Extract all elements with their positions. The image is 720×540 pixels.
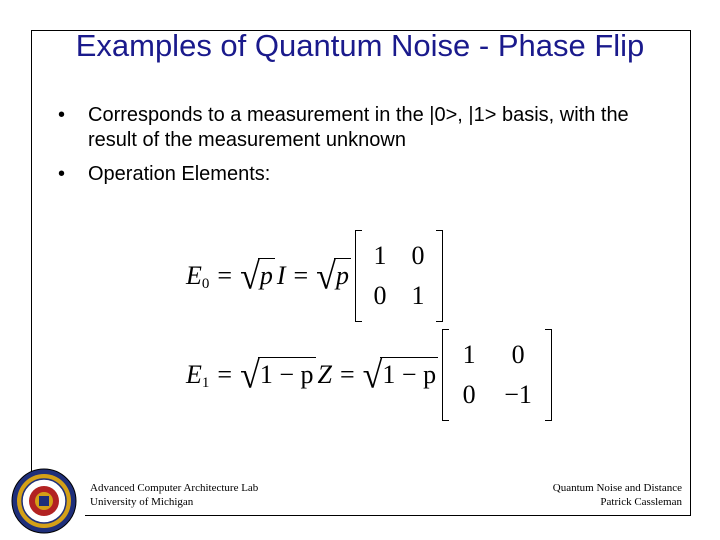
bullet-item [58,103,678,153]
footer-university: University of Michigan [90,496,194,508]
e1-equals: = [217,360,233,389]
footer-lab: Advanced Computer Architecture Lab [90,482,259,494]
matrix-cell: 0 [411,241,425,270]
e0-coef-2: p [334,258,351,294]
slide-frame-bottom [85,515,691,516]
footer-topic: Quantum Noise and Distance [552,482,682,494]
e0-equals-2: = [293,261,309,290]
matrix-cell: 0 [373,281,387,310]
e0-coef: p [258,258,275,294]
e1-equals-2: = [339,360,355,389]
matrix-cell: 1 [411,281,425,310]
bullet-marker: • [58,104,66,126]
bullet-marker: • [58,163,66,185]
bullet-text: Corresponds to a measurement in the |0>, |1> basis, with the result of the measurement unknown [88,104,629,151]
e1-coef: 1 − p [258,357,316,393]
e1-matrix [442,329,552,421]
bullet-item [58,162,678,187]
footer-left [90,481,258,509]
equation-e0 [186,230,443,322]
e0-operator: I [276,261,286,290]
e1-coef-2: 1 − p [380,357,438,393]
e1-operator: Z [317,360,332,389]
matrix-cell: 1 [462,340,476,369]
equation-e1 [186,329,552,421]
e0-sqrt: √ p [240,255,273,297]
e1-subscript: 1 [201,374,210,391]
e1-symbol: E [186,360,202,389]
e1-sqrt-2: √ 1 − p [362,354,437,396]
e0-subscript: 0 [201,275,210,292]
e0-sqrt-2: √ p [316,255,349,297]
e0-symbol: E [186,261,202,290]
matrix-cell: 0 [462,380,476,409]
e0-matrix [355,230,443,322]
footer-right [553,481,682,509]
matrix-cell: 1 [373,241,387,270]
e1-sqrt: √ 1 − p [240,354,314,396]
bullet-list [58,103,678,196]
slide-title: Examples of Quantum Noise - Phase Flip [75,28,645,63]
bullet-text: Operation Elements: [88,163,271,185]
matrix-cell: 0 [511,340,525,369]
footer-author: Patrick Cassleman [600,496,682,508]
university-seal-logo [10,467,78,535]
matrix-cell: −1 [504,380,532,409]
e0-equals: = [217,261,233,290]
